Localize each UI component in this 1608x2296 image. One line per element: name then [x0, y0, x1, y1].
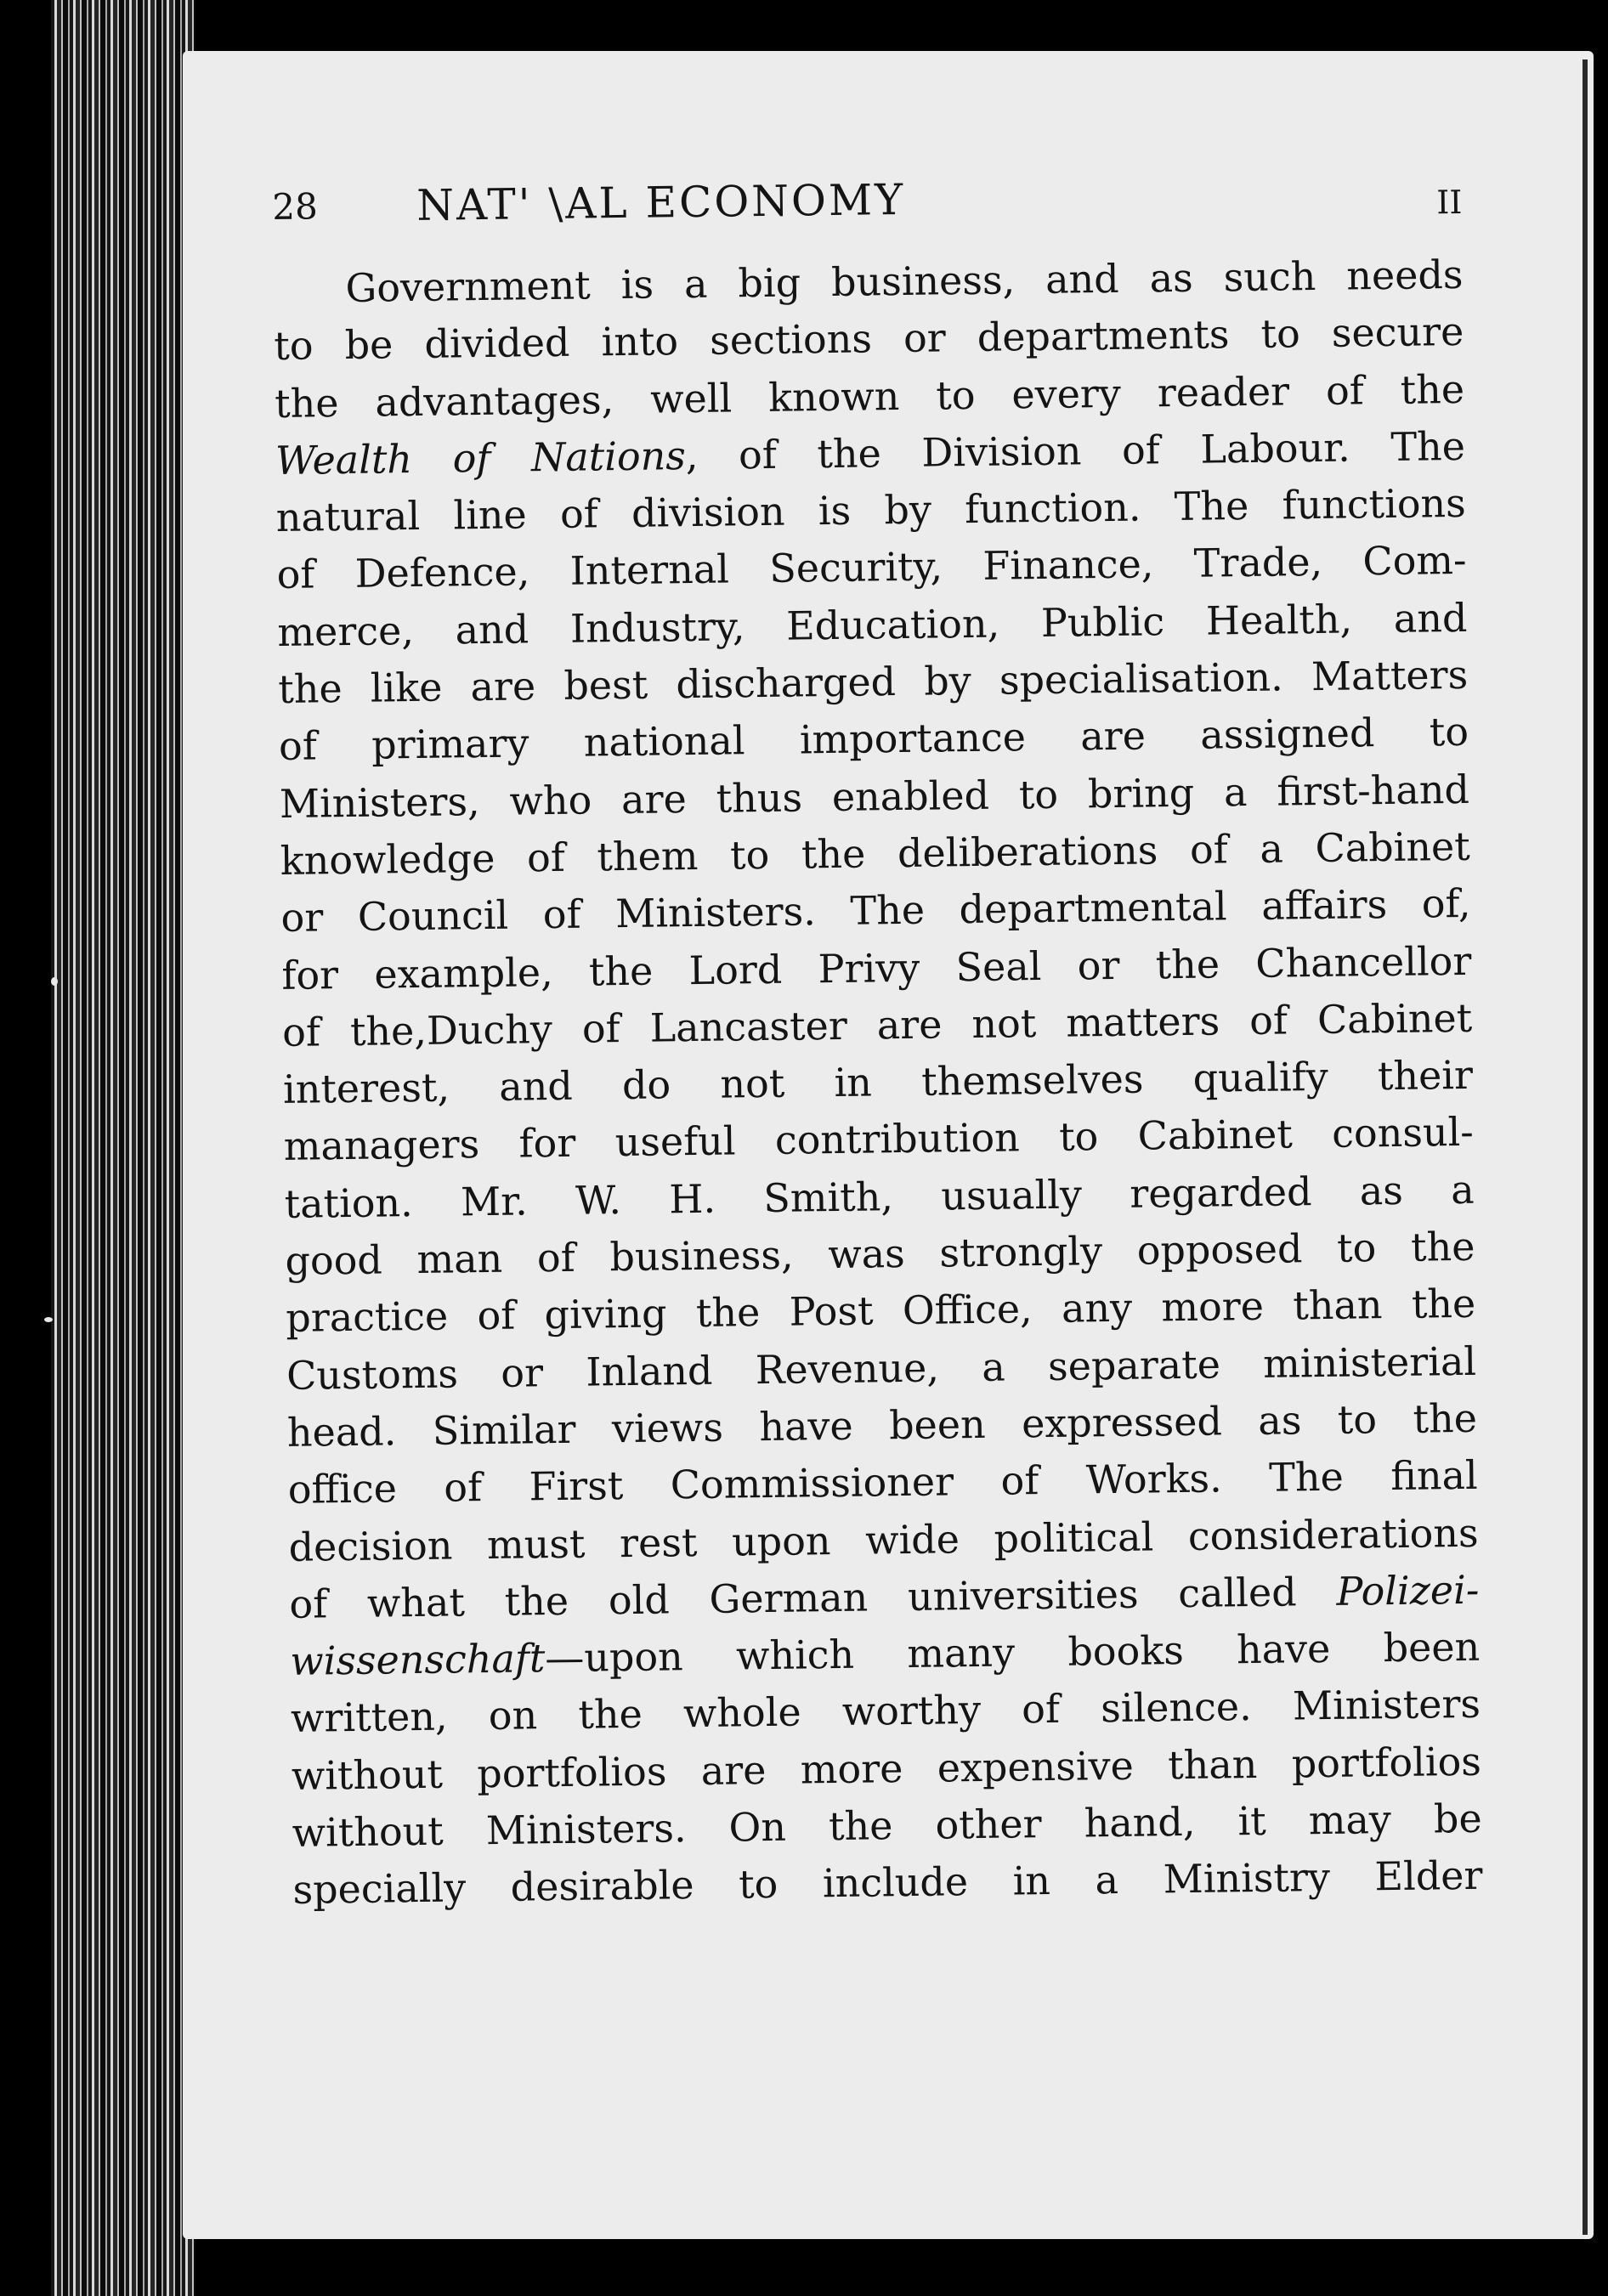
italic-text: Polizei- — [1336, 1566, 1480, 1615]
text-segment: of Defence, Internal Security, Finance, Trade, Com- — [276, 537, 1467, 598]
text-segment: without Ministers. On the other hand, it may be — [292, 1795, 1482, 1856]
text-segment: of primary national importance are assigned to — [278, 709, 1469, 770]
running-title: NAT' \AL ECONOMY — [416, 174, 906, 230]
text-segment: interest, and do not in themselves qualify their — [282, 1051, 1474, 1113]
text-segment: head. Similar views have been expressed as to the — [286, 1394, 1478, 1456]
text-segment: natural line of division is by function. The functions — [275, 480, 1467, 541]
text-segment: Government is a big business, and as such needs — [345, 251, 1464, 311]
chapter-number: II — [1436, 183, 1463, 222]
text-segment: the like are best discharged by specialisation. Matters — [277, 651, 1469, 713]
text-segment: for example, the Lord Privy Seal or the Chancellor — [281, 937, 1472, 998]
text-segment: without portfolios are more expensive than portfolios — [291, 1738, 1482, 1799]
italic-text: Wealth of Nations — [275, 432, 687, 484]
text-segment: —upon which many books have been — [544, 1623, 1481, 1682]
text-segment: to be divided into sections or departments to secure — [274, 308, 1464, 370]
text-segment: office of First Commissioner of Works. The final — [287, 1452, 1479, 1513]
text-segment: of what the old German universities called — [289, 1568, 1337, 1627]
text-segment: specially desirable to include in a Ministry Elder — [292, 1852, 1483, 1914]
text-segment: decision must rest upon wide political considerations — [288, 1509, 1479, 1570]
italic-text: wissenschaft — [289, 1635, 546, 1684]
text-segment: or Council of Ministers. The departmental affairs of, — [280, 880, 1471, 942]
text-segment: practice of giving the Post Office, any more than the — [285, 1281, 1476, 1342]
text-segment: the advantages, well known to every reader of the — [274, 365, 1465, 427]
text-segment: knowledge of them to the deliberations of a Cabinet — [280, 823, 1470, 884]
scan-speck — [51, 977, 58, 986]
text-segment: Customs or Inland Revenue, a separate ministerial — [286, 1337, 1477, 1399]
body-text — [273, 246, 1483, 1920]
page-number: 28 — [272, 185, 319, 228]
page-content — [272, 168, 1483, 1920]
text-segment: merce, and Industry, Education, Public Health, and — [277, 594, 1468, 655]
scan-speck — [44, 1317, 53, 1322]
text-segment: , of the Division of Labour. The — [685, 422, 1466, 478]
scan-right-edge — [1583, 59, 1588, 2235]
text-segment: written, on the whole worthy of silence. Ministers — [290, 1681, 1481, 1742]
text-segment: tation. Mr. W. H. Smith, usually regarded as a — [284, 1166, 1475, 1227]
text-segment: of the,Duchy of Lancaster are not matters of Cabinet — [281, 994, 1473, 1055]
text-segment: good man of business, was strongly opposed to the — [285, 1223, 1475, 1284]
text-segment: managers for useful contribution to Cabinet consul- — [283, 1109, 1475, 1170]
text-segment: Ministers, who are thus enabled to bring a first-hand — [279, 766, 1470, 827]
scan-binding-edge — [51, 0, 195, 2296]
